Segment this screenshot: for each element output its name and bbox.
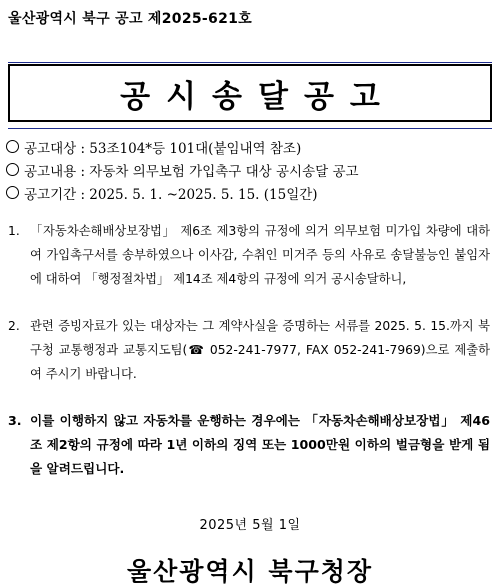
- page-title: 공시송달공고: [120, 78, 396, 115]
- item-text: 이를 이행하지 않고 자동차를 운행하는 경우에는 「자동차손해배상보장법」 제46조 제2항의 규정에 따라 1년 이하의 징역 또는 1000만원 이하의 벌금형을 받게 됨을 알려드립니다.: [30, 413, 490, 476]
- bottom-rule: [8, 128, 492, 129]
- notice-item-3: [8, 409, 490, 481]
- notice-item-1: [8, 219, 490, 291]
- notice-items: [8, 219, 490, 481]
- top-rule: [8, 62, 492, 63]
- notice-item-2: [8, 314, 490, 386]
- item-number: 2.: [8, 319, 20, 333]
- signer-title: 울산광역시 북구청장: [126, 557, 374, 586]
- document-number: 울산광역시 북구 공고 제2025-621호: [8, 11, 252, 27]
- item-number: 3.: [8, 413, 22, 428]
- circle-bullet-icon: [6, 140, 19, 153]
- summary-content: [6, 158, 359, 181]
- item-number: 1.: [8, 224, 20, 238]
- summary-target-text: 공고대상 : 53조104*등 101대(붙임내역 참조): [24, 140, 302, 157]
- item-text: 관련 증빙자료가 있는 대상자는 그 계약사실을 증명하는 서류를 2025. 5. 15.까지 북구청 교통행정과 교통지도팀(☎ 052-241-7977, FAX 052-241-7969)으로 제출하여 주시기 바랍니다.: [30, 319, 490, 381]
- title-box: [8, 64, 492, 122]
- summary-period: [6, 181, 359, 204]
- circle-bullet-icon: [6, 186, 19, 199]
- summary-content-text: 공고내용 : 자동차 의무보험 가입촉구 대상 공시송달 공고: [24, 163, 359, 180]
- summary-period-text: 공고기간 : 2025. 5. 1. ~2025. 5. 15. (15일간): [24, 186, 318, 203]
- notice-date: 2025년 5월 1일: [199, 518, 301, 533]
- item-text: 「자동차손해배상보장법」 제6조 제3항의 규정에 의거 의무보험 미가입 차량에 대하여 가입촉구서를 송부하였으나 이사감, 수취인 미거주 등의 사유로 송달불능인 붙임자에 대하여 「행정절차법」 제14조 제4항의 규정에 의거 공시송달하니,: [30, 224, 490, 286]
- circle-bullet-icon: [6, 163, 19, 176]
- summary-target: [6, 135, 359, 158]
- notice-summary: [6, 135, 359, 204]
